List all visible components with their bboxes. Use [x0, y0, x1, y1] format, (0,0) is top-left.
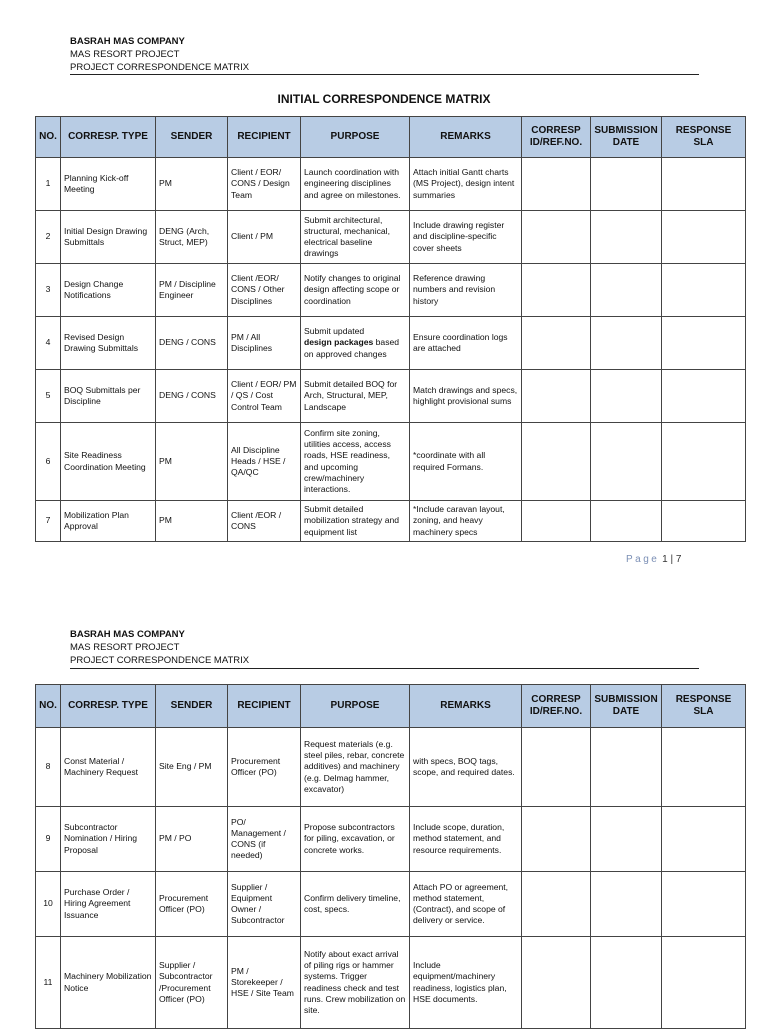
remarks-cell: *Include caravan layout, zoning, and heavy machinery specs — [410, 501, 522, 542]
ref-cell — [522, 158, 591, 211]
ref-cell — [522, 317, 591, 370]
header-rule — [70, 668, 699, 669]
ref-cell — [522, 937, 591, 1029]
submission-date-cell — [591, 501, 662, 542]
response-sla-cell — [662, 423, 746, 501]
table-row — [36, 370, 746, 423]
ref-cell — [522, 872, 591, 937]
recipient-cell: Client / PM — [228, 211, 301, 264]
corresp-type-cell: Mobilization Plan Approval — [61, 501, 156, 542]
submission-date-cell — [591, 317, 662, 370]
response-sla-cell — [662, 872, 746, 937]
row-number: 3 — [36, 264, 61, 317]
table-row — [36, 728, 746, 807]
table-row — [36, 158, 746, 211]
response-sla-cell — [662, 807, 746, 872]
ref-cell — [522, 264, 591, 317]
purpose-cell: Propose subcontractors for piling, excavation, or concrete works. — [301, 807, 410, 872]
page-word: Page — [626, 554, 660, 565]
row-number: 8 — [36, 728, 61, 807]
ref-cell — [522, 728, 591, 807]
document-name: PROJECT CORRESPONDENCE MATRIX — [70, 62, 250, 73]
submission-date-cell — [591, 423, 662, 501]
submission-date-cell — [591, 211, 662, 264]
table-header-row — [36, 117, 746, 158]
sender-cell: PM — [156, 158, 228, 211]
sender-cell: PM / PO — [156, 807, 228, 872]
recipient-cell: All Discipline Heads / HSE / QA/QC — [228, 423, 301, 501]
ref-cell — [522, 807, 591, 872]
col-header: PURPOSE — [301, 117, 410, 158]
remarks-cell: Include equipment/machinery readiness, logistics plan, HSE documents. — [410, 937, 522, 1029]
response-sla-cell — [662, 501, 746, 542]
purpose-text: Submit updated — [304, 326, 365, 337]
recipient-cell: PM / All Disciplines — [228, 317, 301, 370]
correspondence-table — [35, 684, 746, 1029]
corresp-type-cell: Design Change Notifications — [61, 264, 156, 317]
corresp-type-cell: BOQ Submittals per Discipline — [61, 370, 156, 423]
row-number: 11 — [36, 937, 61, 1029]
col-header: PURPOSE — [301, 685, 410, 728]
col-header: RECIPIENT — [228, 117, 301, 158]
ref-cell — [522, 501, 591, 542]
doc-header — [70, 628, 249, 667]
purpose-cell: Submit detailed BOQ for Arch, Structural, MEP, Landscape — [301, 370, 410, 423]
doc-header — [70, 35, 249, 74]
table-row — [36, 211, 746, 264]
col-header: CORRESP. TYPE — [61, 117, 156, 158]
table-row — [36, 937, 746, 1029]
response-sla-cell — [662, 211, 746, 264]
purpose-cell: Launch coordination with engineering disciplines and agree on milestones. — [301, 158, 410, 211]
col-header: NO. — [36, 685, 61, 728]
col-header: CORRESP ID/REF.NO. — [522, 117, 591, 158]
response-sla-cell — [662, 728, 746, 807]
purpose-cell — [301, 317, 410, 370]
sender-cell: Supplier / Subcontractor /Procurement Officer (PO) — [156, 937, 228, 1029]
submission-date-cell — [591, 728, 662, 807]
corresp-type-cell: Planning Kick-off Meeting — [61, 158, 156, 211]
project-name: MAS RESORT PROJECT — [70, 49, 180, 60]
col-header: RESPONSE SLA — [662, 117, 746, 158]
page-count: 1 | 7 — [662, 554, 682, 565]
corresp-type-cell: Initial Design Drawing Submittals — [61, 211, 156, 264]
remarks-cell: *coordinate with all required Formans. — [410, 423, 522, 501]
col-header: REMARKS — [410, 117, 522, 158]
corresp-type-cell: Purchase Order / Hiring Agreement Issuance — [61, 872, 156, 937]
remarks-cell: Reference drawing numbers and revision history — [410, 264, 522, 317]
submission-date-cell — [591, 264, 662, 317]
sender-cell: DENG / CONS — [156, 317, 228, 370]
correspondence-table — [35, 116, 746, 542]
page-2 — [0, 600, 768, 1024]
response-sla-cell — [662, 264, 746, 317]
row-number: 7 — [36, 501, 61, 542]
corresp-type-cell: Revised Design Drawing Submittals — [61, 317, 156, 370]
page-number — [626, 554, 681, 565]
sender-cell: PM — [156, 501, 228, 542]
purpose-cell: Submit detailed mobilization strategy and equipment list — [301, 501, 410, 542]
row-number: 6 — [36, 423, 61, 501]
purpose-cell: Notify about exact arrival of piling rigs or hammer systems. Trigger readiness check and test runs. Crew mobilization on site. — [301, 937, 410, 1029]
col-header: CORRESP ID/REF.NO. — [522, 685, 591, 728]
company-name: BASRAH MAS COMPANY — [70, 629, 185, 640]
recipient-cell: Procurement Officer (PO) — [228, 728, 301, 807]
recipient-cell: Client / EOR/ CONS / Design Team — [228, 158, 301, 211]
submission-date-cell — [591, 158, 662, 211]
row-number: 10 — [36, 872, 61, 937]
submission-date-cell — [591, 872, 662, 937]
recipient-cell: Client /EOR/ CONS / Other Disciplines — [228, 264, 301, 317]
document-name: PROJECT CORRESPONDENCE MATRIX — [70, 655, 250, 666]
col-header: SENDER — [156, 117, 228, 158]
col-header: CORRESP. TYPE — [61, 685, 156, 728]
sender-cell: PM / Discipline Engineer — [156, 264, 228, 317]
recipient-cell: Supplier / Equipment Owner / Subcontractor — [228, 872, 301, 937]
table-row — [36, 872, 746, 937]
row-number: 5 — [36, 370, 61, 423]
purpose-cell: Notify changes to original design affecting scope or coordination — [301, 264, 410, 317]
submission-date-cell — [591, 807, 662, 872]
col-header: SENDER — [156, 685, 228, 728]
recipient-cell: Client / EOR/ PM / QS / Cost Control Team — [228, 370, 301, 423]
row-number: 2 — [36, 211, 61, 264]
remarks-cell: Include drawing register and discipline-specific cover sheets — [410, 211, 522, 264]
purpose-cell: Request materials (e.g. steel piles, rebar, concrete additives) and machinery (e.g. Delmag hammer, excavator) — [301, 728, 410, 807]
purpose-bold-text: design packages — [304, 337, 374, 348]
corresp-type-cell: Site Readiness Coordination Meeting — [61, 423, 156, 501]
sender-cell: PM — [156, 423, 228, 501]
response-sla-cell — [662, 370, 746, 423]
row-number: 9 — [36, 807, 61, 872]
company-name: BASRAH MAS COMPANY — [70, 36, 185, 47]
recipient-cell: PM / Storekeeper / HSE / Site Team — [228, 937, 301, 1029]
recipient-cell: PO/ Management / CONS (if needed) — [228, 807, 301, 872]
ref-cell — [522, 211, 591, 264]
corresp-type-cell: Subcontractor Nomination / Hiring Proposal — [61, 807, 156, 872]
response-sla-cell — [662, 937, 746, 1029]
table-header-row — [36, 685, 746, 728]
row-number: 4 — [36, 317, 61, 370]
header-rule — [70, 74, 699, 75]
col-header: NO. — [36, 117, 61, 158]
remarks-cell: Attach initial Gantt charts (MS Project), design intent summaries — [410, 158, 522, 211]
recipient-cell: Client /EOR / CONS — [228, 501, 301, 542]
table-row — [36, 264, 746, 317]
remarks-cell: Include scope, duration, method statement, and resource requirements. — [410, 807, 522, 872]
ref-cell — [522, 370, 591, 423]
corresp-type-cell: Machinery Mobilization Notice — [61, 937, 156, 1029]
submission-date-cell — [591, 937, 662, 1029]
purpose-cell: Confirm site zoning, utilities access, access roads, HSE readiness, and upcoming crew/machinery interactions. — [301, 423, 410, 501]
table-row — [36, 317, 746, 370]
table-row — [36, 807, 746, 872]
table-row — [36, 423, 746, 501]
remarks-cell: Ensure coordination logs are attached — [410, 317, 522, 370]
sender-cell: DENG (Arch, Struct, MEP) — [156, 211, 228, 264]
remarks-cell: Match drawings and specs, highlight provisional sums — [410, 370, 522, 423]
col-header: SUBMISSION DATE — [591, 685, 662, 728]
col-header: RECIPIENT — [228, 685, 301, 728]
corresp-type-cell: Const Material / Machinery Request — [61, 728, 156, 807]
submission-date-cell — [591, 370, 662, 423]
response-sla-cell — [662, 317, 746, 370]
col-header: SUBMISSION DATE — [591, 117, 662, 158]
col-header: RESPONSE SLA — [662, 685, 746, 728]
project-name: MAS RESORT PROJECT — [70, 642, 180, 653]
row-number: 1 — [36, 158, 61, 211]
table-row — [36, 501, 746, 542]
remarks-cell: Attach PO or agreement, method statement, (Contract), and scope of delivery or service. — [410, 872, 522, 937]
purpose-cell: Submit architectural, structural, mechanical, electrical baseline drawings — [301, 211, 410, 264]
sender-cell: Procurement Officer (PO) — [156, 872, 228, 937]
remarks-cell: with specs, BOQ tags, scope, and required dates. — [410, 728, 522, 807]
purpose-cell: Confirm delivery timeline, cost, specs. — [301, 872, 410, 937]
purpose-text: based on approved changes — [304, 337, 400, 359]
page-title: INITIAL CORRESPONDENCE MATRIX — [277, 92, 491, 106]
sender-cell: DENG / CONS — [156, 370, 228, 423]
response-sla-cell — [662, 158, 746, 211]
sender-cell: Site Eng / PM — [156, 728, 228, 807]
col-header: REMARKS — [410, 685, 522, 728]
ref-cell — [522, 423, 591, 501]
